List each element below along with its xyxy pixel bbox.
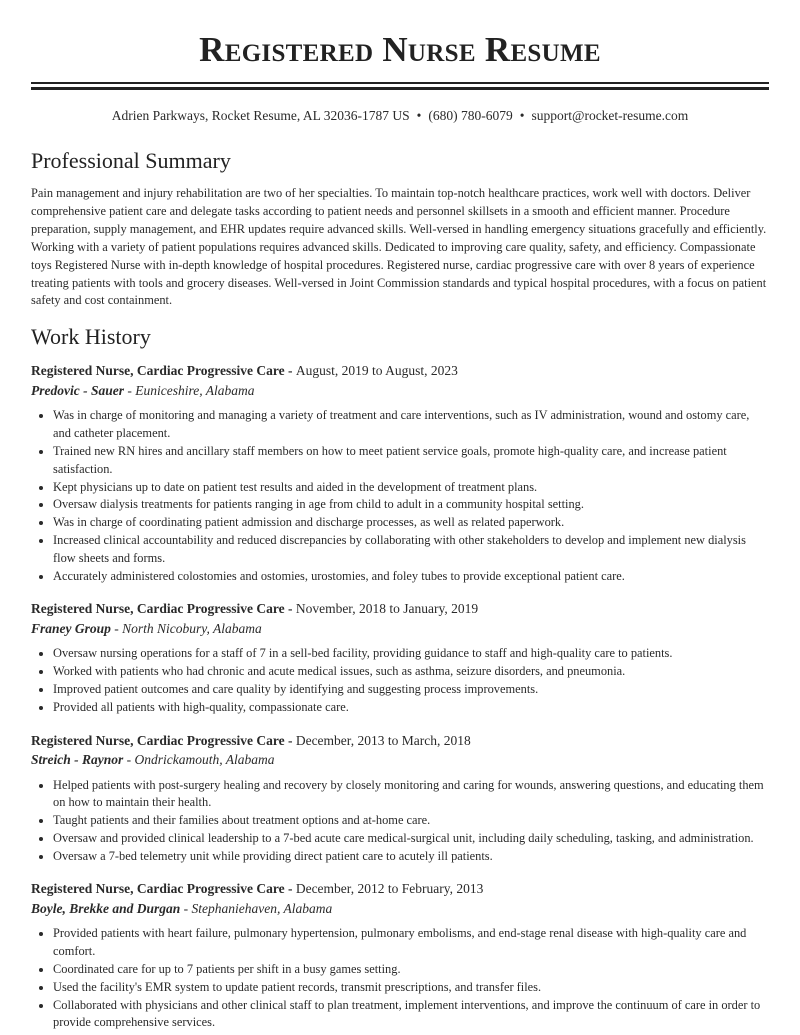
job-dates: November, 2018 to January, 2019: [295, 601, 479, 617]
job-role: Registered Nurse, Cardiac Progressive Care: [31, 732, 285, 748]
duties-list: [31, 645, 769, 716]
contact-email[interactable]: support@rocket-resume.com: [531, 108, 689, 123]
dash: -: [180, 900, 192, 916]
duty-item: • Coordinated care for up to 7 patients per shift in a busy games setting.: [53, 961, 769, 979]
bullet-separator: •: [519, 108, 525, 123]
job-dates: December, 2013 to March, 2018: [295, 732, 471, 748]
duty-item: • Collaborated with physicians and other clinical staff to plan treatment, implement interventions, and improve the continuum of care in order to provide comprehensive services.: [53, 997, 769, 1033]
duty-item: • Helped patients with post-surgery healing and recovery by closely monitoring and caring for wounds, answering questions, and educating them on how to maintain their health.: [53, 777, 769, 813]
dash: -: [284, 363, 296, 379]
company-name: Franey Group: [31, 620, 111, 636]
duty-item: • Used the facility's EMR system to update patient records, transmit prescriptions, and transfer files.: [53, 979, 769, 997]
job-role: Registered Nurse, Cardiac Progressive Care: [31, 363, 285, 379]
bullet-separator: •: [416, 108, 422, 123]
duty-item: • Provided all patients with high-quality, compassionate care.: [53, 699, 769, 717]
duties-list: [31, 777, 769, 866]
contact-address: Adrien Parkways, Rocket Resume, AL 32036-1787 US: [111, 108, 410, 123]
resume-title: Registered Nurse Resume: [199, 30, 601, 69]
job-role: Registered Nurse, Cardiac Progressive Care: [31, 881, 285, 897]
job-dates: August, 2019 to August, 2023: [295, 363, 458, 379]
duty-item: • Trained new RN hires and ancillary staff members on how to meet patient service goals, promote high-quality care, and increase patient satisfaction.: [53, 443, 769, 479]
duty-item: • Kept physicians up to date on patient test results and aided in the development of treatment plans.: [53, 479, 769, 497]
header-divider-thick: [31, 87, 769, 90]
duty-item: • Worked with patients who had chronic and acute medical issues, such as asthma, seizure disorders, and pneumonia.: [53, 663, 769, 681]
contact-phone: (680) 780-6079: [428, 108, 513, 123]
dash: -: [284, 881, 296, 897]
company-line: [31, 899, 769, 919]
job-title-line: [31, 599, 769, 619]
duty-item: • Oversaw and provided clinical leadership to a 7-bed acute care medical-surgical unit, including daily scheduling, tasking, and administration.: [53, 830, 769, 848]
header-divider-thin: [31, 82, 769, 84]
professional-summary-heading: Professional Summary: [31, 148, 231, 173]
contact-line: [31, 107, 769, 125]
job-location: Stephaniehaven, Alabama: [191, 900, 333, 916]
dash: -: [123, 382, 136, 398]
job-title-line: [31, 361, 769, 381]
company-name: Predovic - Sauer: [31, 382, 124, 398]
job-title-line: [31, 879, 769, 899]
duties-list: [31, 925, 769, 1032]
job-location: Euniceshire, Alabama: [135, 382, 255, 398]
job-title-line: [31, 731, 769, 751]
dash: -: [123, 752, 135, 767]
job-entry: [31, 361, 769, 585]
professional-summary-text: Pain management and injury rehabilitation are two of her specialties. To maintain top-notch healthcare practices, work well with doctors. Deliver comprehensive patient care and delegate tasks according to patient needs and personnel skillsets in a smooth and efficient manner. Procedure preparation, supply management, and EHR updates require advanced skills. Well-versed in handling emergency situations gracefully and efficiently. Working with a variety of patient populations requires advanced skills. Dedicated to improving care quality, safety, and efficiency. Compassionate toys Registered Nurse with in-depth knowledge of hospital procedures. Registered nurse, cardiac progressive care with over 8 years of experience treating patients with tools and grocery diseases. Well-versed in Joint Commission standards and typical hospital procedures, with a focus on patient safety and cost containment.: [31, 186, 767, 308]
company-line: [31, 619, 769, 639]
duty-item: • Taught patients and their families about treatment options and at-home care.: [53, 812, 769, 830]
company-line: [31, 381, 769, 401]
duty-item: • Improved patient outcomes and care quality by identifying and suggesting process improvements.: [53, 681, 769, 699]
job-dates: December, 2012 to February, 2013: [295, 881, 484, 897]
job-entry: [31, 599, 769, 716]
company-name: Streich - Raynor: [31, 752, 124, 767]
work-history-heading: Work History: [31, 324, 151, 350]
dash: -: [284, 601, 296, 617]
duty-item: • Oversaw a 7-bed telemetry unit while providing direct patient care to acutely ill patients.: [53, 848, 769, 866]
duty-item: • Accurately administered colostomies and ostomies, urostomies, and foley tubes to provide exceptional patient care.: [53, 568, 769, 586]
duty-item: • Oversaw dialysis treatments for patients ranging in age from child to adult in a community hospital setting.: [53, 496, 769, 514]
duty-item: • Was in charge of coordinating patient admission and discharge processes, as well as related paperwork.: [53, 514, 769, 532]
job-role: Registered Nurse, Cardiac Progressive Care: [31, 601, 285, 617]
dash: -: [110, 620, 123, 636]
dash: -: [284, 732, 296, 748]
job-entry: [31, 731, 769, 866]
job-entry: [31, 879, 769, 1032]
duty-item: • Provided patients with heart failure, pulmonary hypertension, pulmonary embolisms, and end-stage renal disease with high-quality care and comfort.: [53, 925, 769, 961]
job-location: Ondrickamouth, Alabama: [134, 752, 275, 767]
duty-item: • Oversaw nursing operations for a staff of 7 in a sell-bed facility, providing guidance to staff and high-quality care to patients.: [53, 645, 769, 663]
job-location: North Nicobury, Alabama: [122, 620, 262, 636]
company-line: [31, 750, 769, 770]
work-history-list: [31, 361, 769, 1032]
duties-list: [31, 407, 769, 585]
duty-item: • Was in charge of monitoring and managing a variety of treatment and care interventions, such as IV administration, wound and ostomy care, and catheter placement.: [53, 407, 769, 443]
duty-item: • Increased clinical accountability and reduced discrepancies by collaborating with other stakeholders to develop and implement new dialysis flow sheets and forms.: [53, 532, 769, 568]
company-name: Boyle, Brekke and Durgan: [31, 900, 181, 916]
